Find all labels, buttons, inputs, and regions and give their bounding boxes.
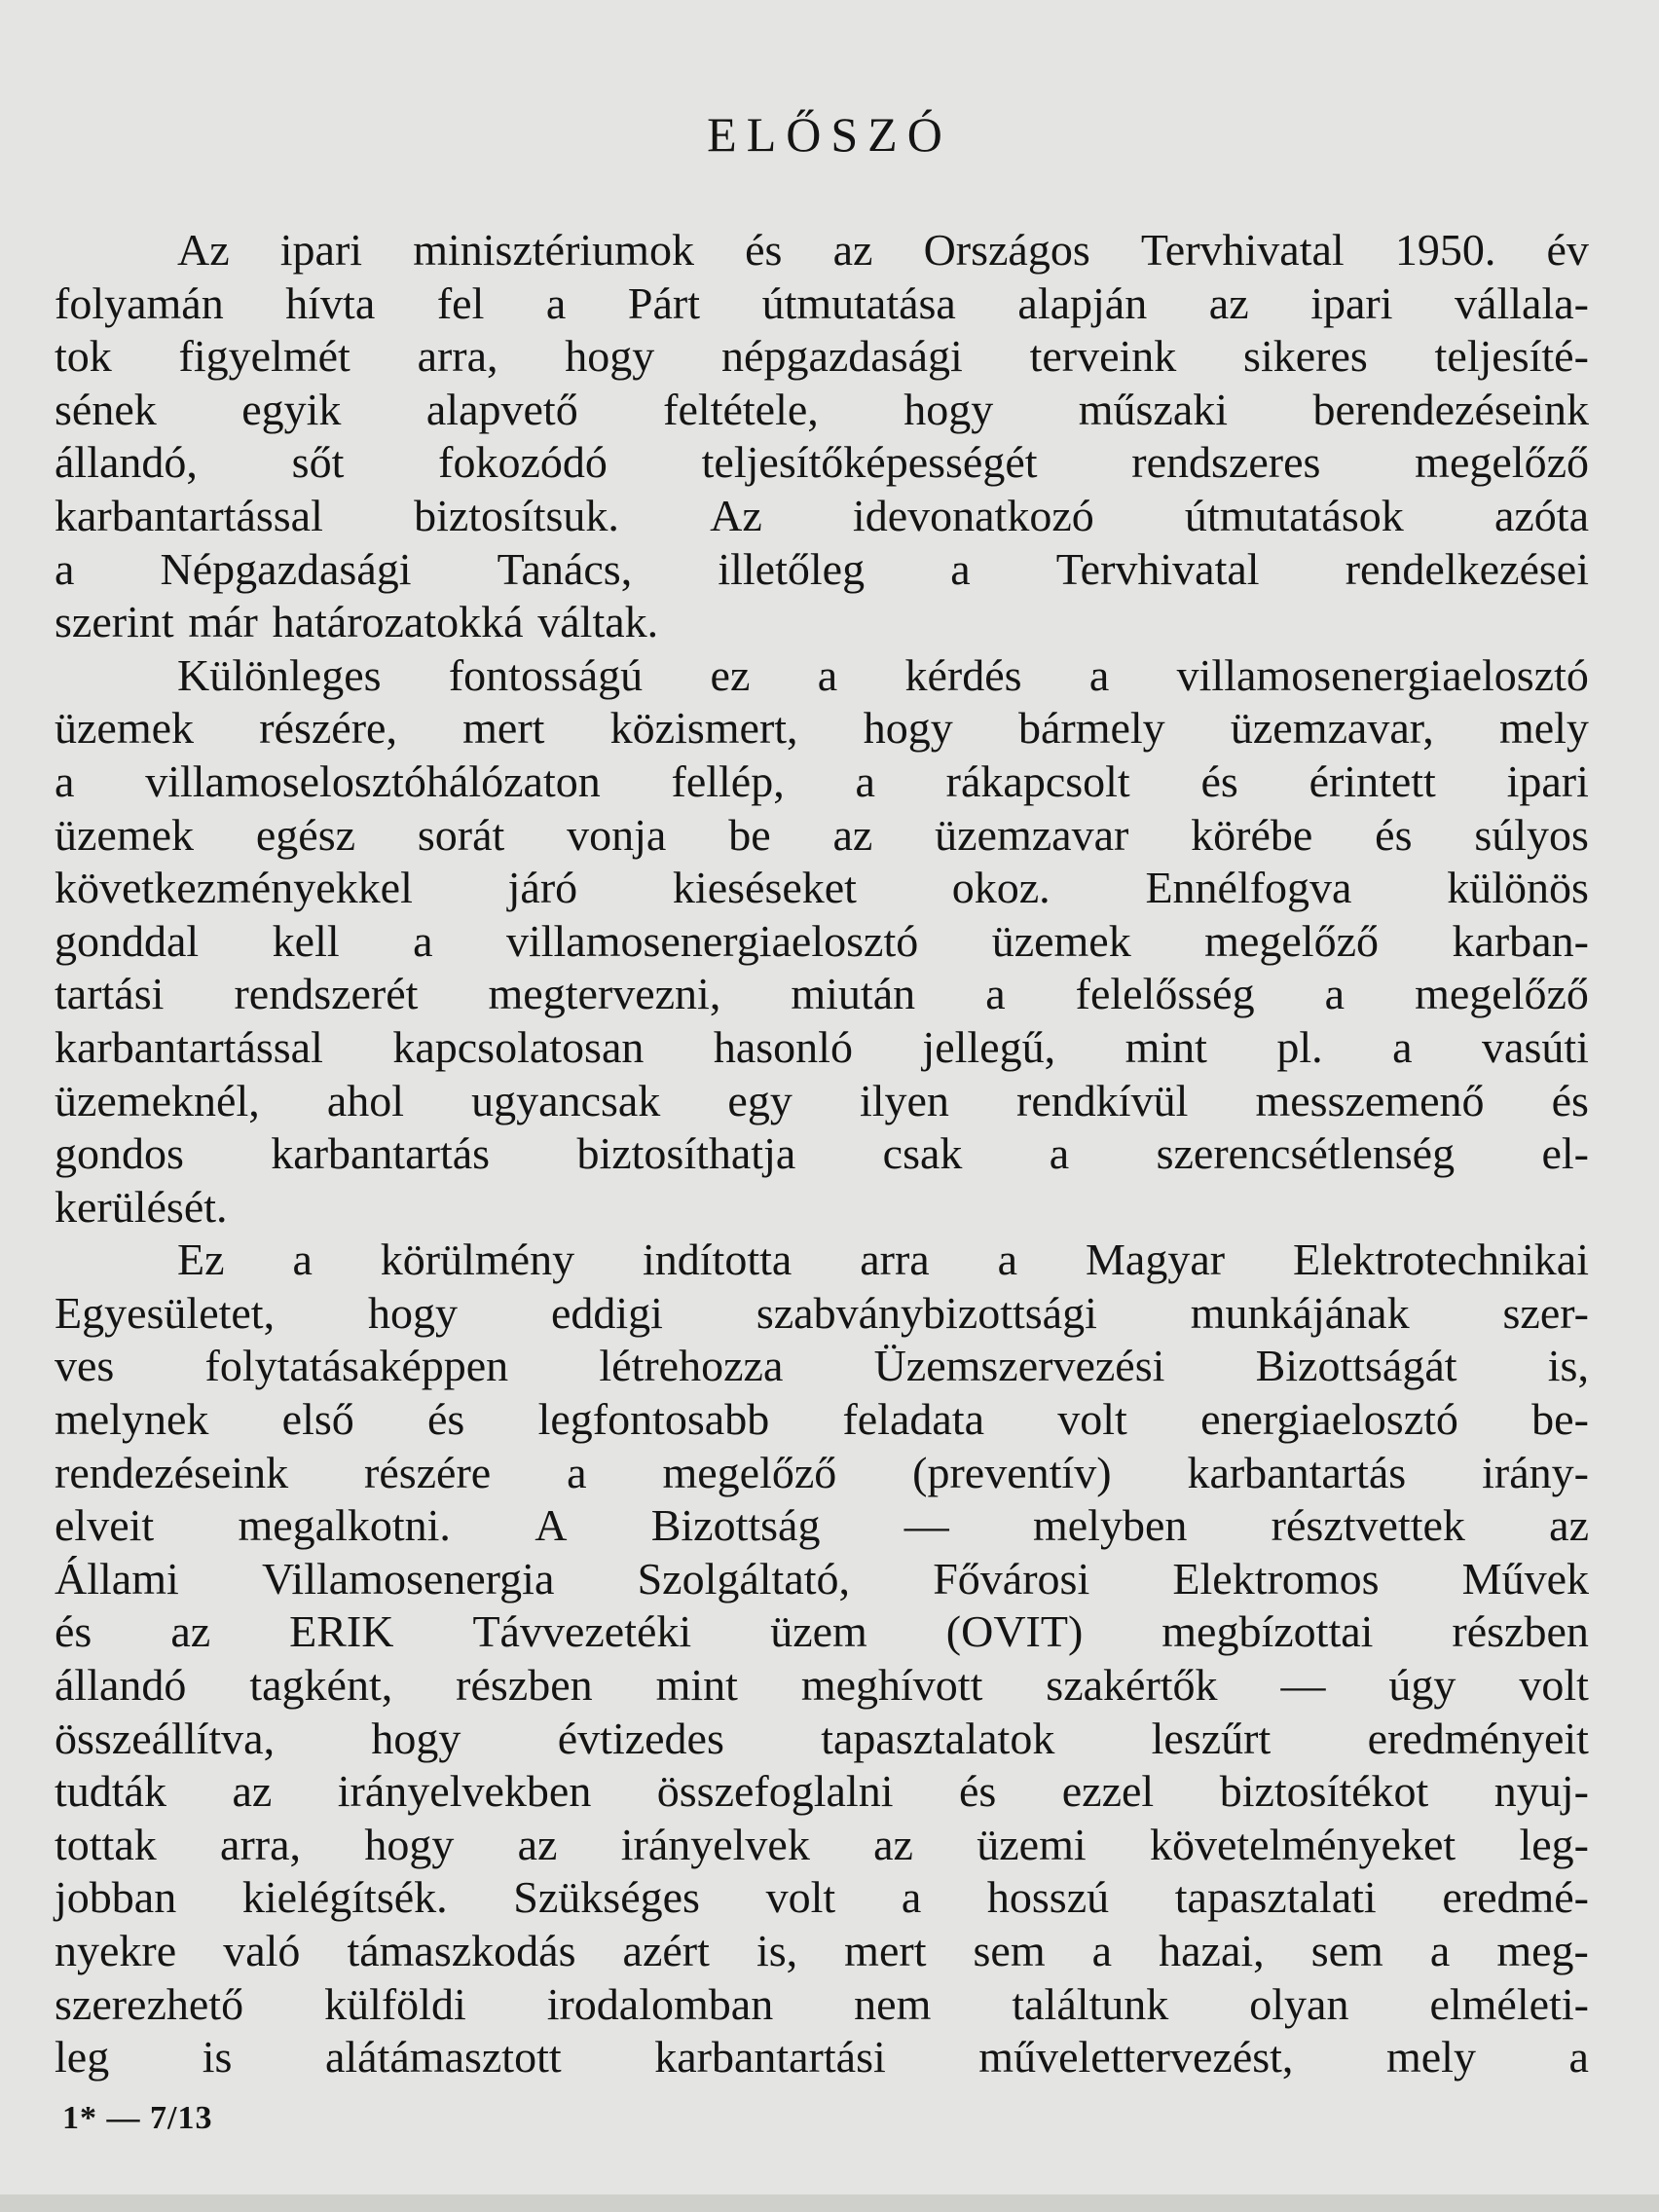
text-line: a villamoselosztóhálózaton fellép, a rákapcsolt és érintett ipari [55,756,1589,806]
page-title: ELŐSZÓ [707,107,952,162]
text-line: rendezéseink részére a megelőző (preventív) karbantartás irány- [55,1447,1589,1497]
text-line: üzemek részére, mert közismert, hogy bármely üzemzavar, mely [55,703,1589,754]
body-text [55,224,1589,2084]
text-line: összeállítva, hogy évtizedes tapasztalatok leszűrt eredményeit [55,1713,1589,1763]
text-line: szerezhető külföldi irodalomban nem találtunk olyan elméleti- [55,1978,1589,2029]
text-line: üzemeknél, ahol ugyancsak egy ilyen rendkívül messzemenő és [55,1075,1589,1125]
text-line: tottak arra, hogy az irányelvek az üzemi követelményeket leg- [55,1819,1589,1869]
text-line: Ez a körülmény indította arra a Magyar Elektrotechnikai [177,1235,1589,1285]
text-line: kerülését. [55,1181,228,1232]
page-footer-signature: 1* — 7/13 [62,2100,213,2136]
text-line: nyekre való támaszkodás azért is, mert sem a hazai, sem a meg- [55,1926,1589,1975]
text-line: karbantartással kapcsolatosan hasonló jellegű, mint pl. a vasúti [55,1021,1589,1072]
text-line: leg is alátámasztott karbantartási művelettervezést, mely a [55,2032,1589,2083]
text-line: Állami Villamosenergia Szolgáltató, Fővárosi Elektromos Művek [55,1553,1589,1604]
text-line: állandó tagként, részben mint meghívott szakértők — úgy volt [55,1660,1589,1711]
text-line: és az ERIK Távvezetéki üzem (OVIT) megbízottai részben [55,1606,1589,1657]
text-line: elveit megalkotni. A Bizottság — melyben résztvettek az [55,1500,1589,1551]
text-line: gondos karbantartás biztosíthatja csak a szerencsétlenség el- [55,1128,1589,1179]
text-line: tudták az irányelvekben összefoglalni és ezzel biztosítékot nyuj- [55,1766,1589,1817]
text-line: ves folytatásaképpen létrehozza Üzemszervezési Bizottságát is, [55,1341,1589,1391]
text-line: Az ipari minisztériumok és az Országos Tervhivatal 1950. év [177,225,1589,275]
text-line: Egyesületet, hogy eddigi szabványbizottsági munkájának szer- [55,1287,1589,1338]
text-line: a Népgazdasági Tanács, illetőleg a Tervhivatal rendelkezései [55,543,1589,594]
text-line: üzemek egész sorát vonja be az üzemzavar körébe és súlyos [55,809,1589,860]
text-line: gonddal kell a villamosenergiaelosztó üzemek megelőző karban- [55,915,1589,966]
text-line: következményekkel járó kieséseket okoz. Ennélfogva különös [55,863,1589,913]
text-line: Különleges fontosságú ez a kérdés a villamosenergiaelosztó [177,649,1589,700]
text-line: melynek első és legfontosabb feladata volt energiaelosztó be- [55,1394,1589,1445]
text-line: karbantartással biztosítsuk. Az idevonatkozó útmutatások azóta [55,490,1589,540]
text-line: szerint már határozatokká váltak. [55,597,659,647]
text-line: tartási rendszerét megtervezni, miután a felelősség a megelőző [55,969,1589,1019]
bottom-edge-band [0,2194,1659,2212]
text-line: jobban kielégítsék. Szükséges volt a hosszú tapasztalati eredmé- [55,1872,1589,1923]
text-line: állandó, sőt fokozódó teljesítőképességét rendszeres megelőző [55,437,1589,488]
text-line: tok figyelmét arra, hogy népgazdasági terveink sikeres teljesíté- [55,331,1589,382]
text-line: sének egyik alapvető feltétele, hogy műszaki berendezéseink [55,384,1589,434]
text-line: folyamán hívta fel a Párt útmutatása alapján az ipari vállala- [55,277,1589,328]
